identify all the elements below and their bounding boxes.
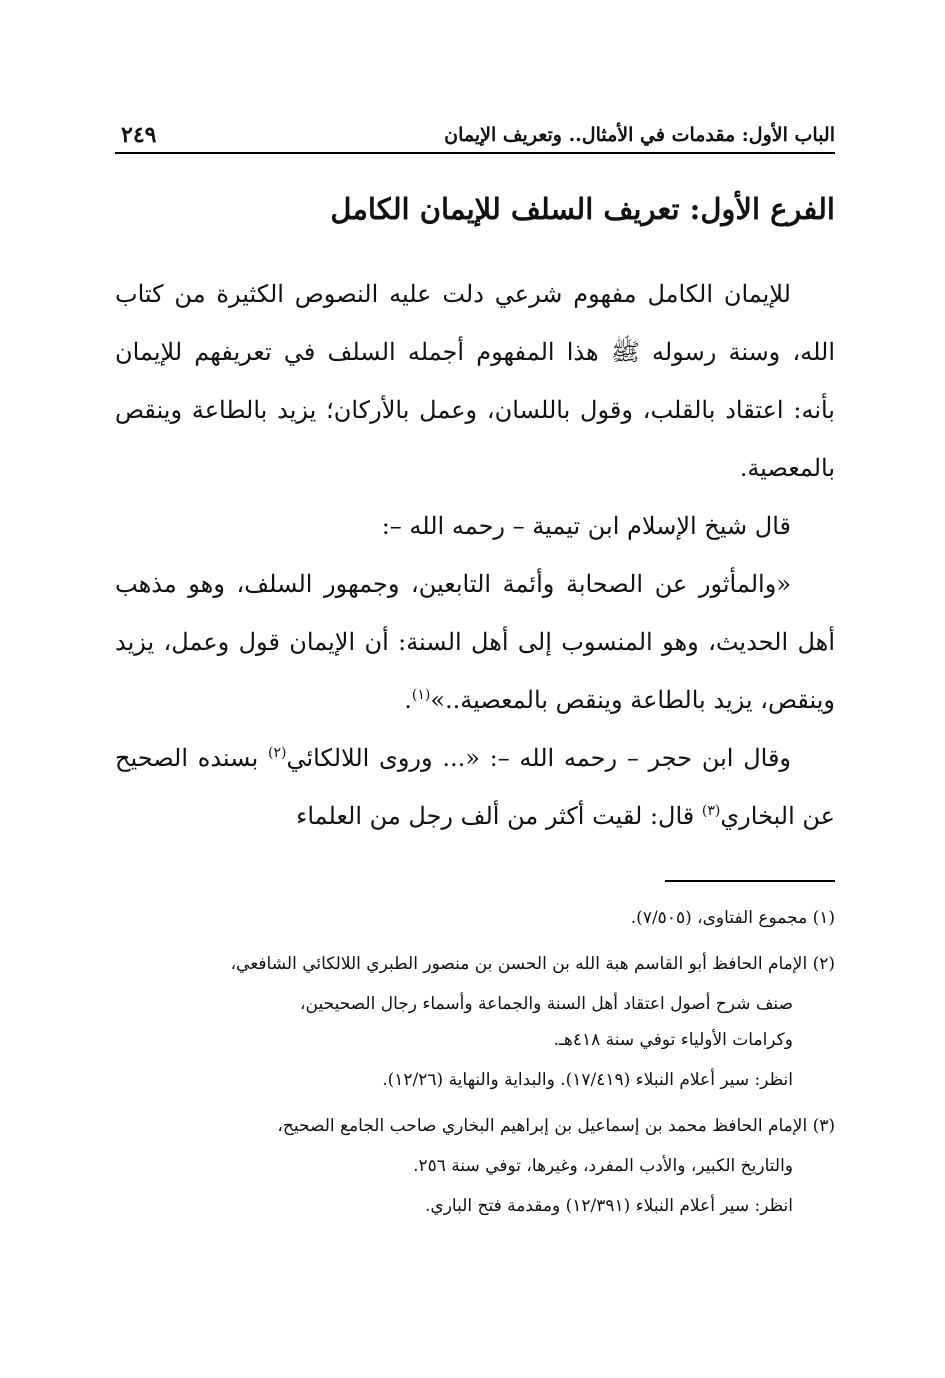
page-number: ٢٤٩ [121,122,157,148]
footnote-3-line-1: (٣) الإمام الحافظ محمد بن إسماعيل بن إبراهيم البخاري صاحب الجامع الصحيح، [277,1116,835,1136]
paragraph-quote [115,555,835,729]
footnote-3-see: انظر: سير أعلام النبلاء (١٢/٣٩١) ومقدمة فتح الباري. [424,1196,793,1216]
paragraph-ibn-taymiyyah-intro: قال شيخ الإسلام ابن تيمية – رحمه الله –: [381,512,791,540]
footnote-ref-2[interactable]: (٢) [267,745,287,761]
footnote-3-line-2: والتاريخ الكبير، والأدب المفرد، وغيرها، توفي سنة ٢٥٦. [413,1156,793,1176]
footnote-3 [115,1108,835,1224]
section-heading: الفرع الأول: تعريف السلف للإيمان الكامل [330,192,835,226]
running-header [115,118,835,154]
book-page [115,110,835,1310]
quote-end: . [404,686,412,714]
footnote-1-text: (١) مجموع الفتاوى، (٧/٥٠٥). [630,908,835,928]
footnote-2-line-3: وكرامات الأولياء توفي سنة ٤١٨هـ. [553,1030,793,1050]
ibn-hajar-text-c: قال: لقيت أكثر من ألف رجل من العلماء [296,802,702,830]
paragraph-definition: للإيمان الكامل مفهوم شرعي دلت عليه النصوص الكثيرة من كتاب الله، وسنة رسوله ﷺ هذا المفهوم أجمله السلف في تعريفهم للإيمان بأنه: اعتقاد بالقلب، وقول باللسان، وعمل بالأركان؛ يزيد بالطاعة وينقص بالمعصية. [115,280,835,482]
footnote-1 [115,900,835,936]
quote-text: «والمأثور عن الصحابة وأئمة التابعين، وجمهور السلف، وهو مذهب أهل الحديث، وهو المنسوب إلى أهل السنة: أن الإيمان قول وعمل، يزيد وينقص، يزيد بالطاعة وينقص بالمعصية..» [115,570,835,714]
running-title: الباب الأول: مقدمات في الأمثال.. وتعريف الإيمان [444,124,835,146]
footnote-2-see: انظر: سير أعلام النبلاء (١٧/٤١٩). والبداية والنهاية (١٢/٢٦). [382,1070,793,1090]
paragraph-ibn-hajar [115,729,835,845]
footnote-2-line-2: صنف شرح أصول اعتقاد أهل السنة والجماعة وأسماء رجال الصحيحين، [300,994,793,1014]
footnote-ref-3[interactable]: (٣) [701,803,721,819]
footnote-2 [115,946,835,1098]
body-text [115,265,835,845]
footnote-ref-1[interactable]: (١) [411,687,431,703]
ibn-hajar-text-a: وقال ابن حجر – رحمه الله –: «... وروى اللالكائي [286,744,792,772]
ibn-hajar-text-b: بسنده الصحيح عن البخاري [115,744,835,830]
footnote-2-line-1: (٢) الإمام الحافظ أبو القاسم هبة الله بن الحسن بن منصور الطبري اللالكائي الشافعي، [230,954,835,974]
footnote-divider [665,880,835,882]
footnotes [115,900,835,1234]
